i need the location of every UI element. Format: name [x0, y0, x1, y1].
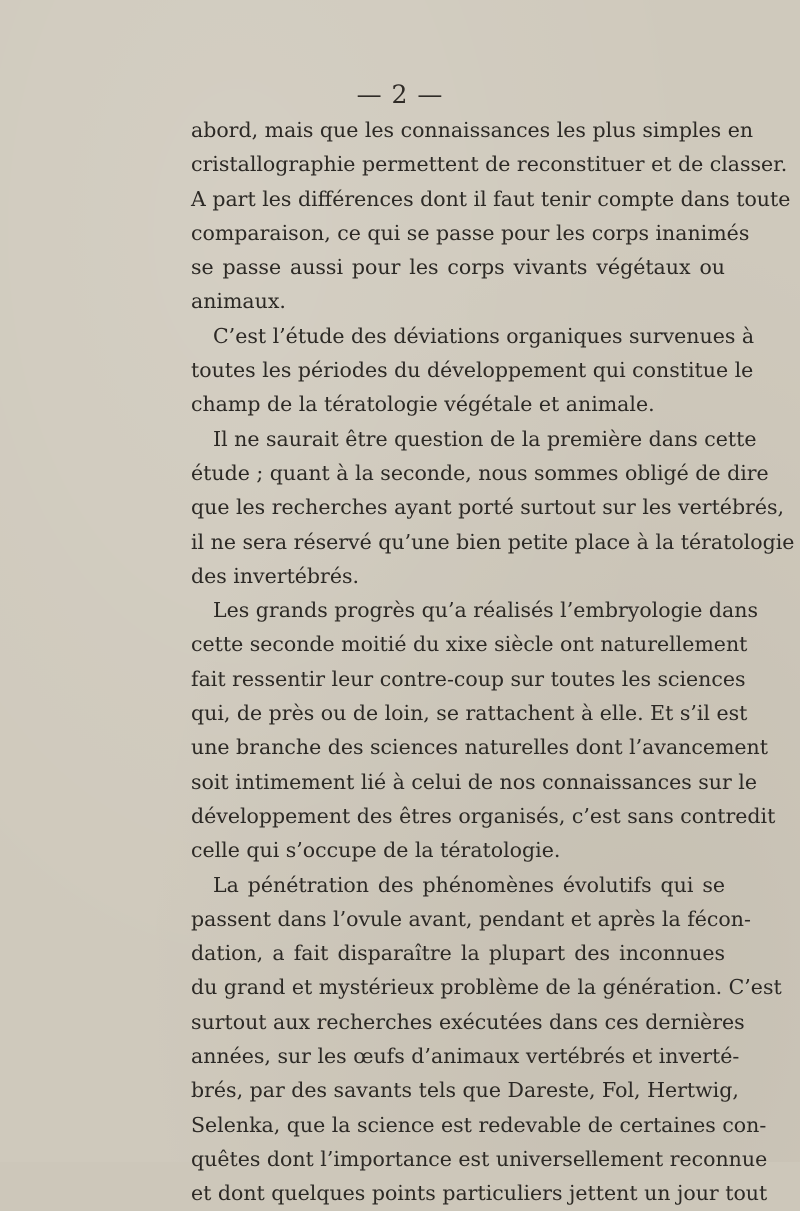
text-line: comparaison, ce qui se passe pour les corps inanimés [191, 220, 750, 245]
text-line: et dont quelques points particuliers jettent un jour tout [191, 1181, 768, 1206]
text-line: une branche des sciences naturelles dont l’avancement [191, 735, 768, 760]
text-line: dation, a fait disparaître la plupart des inconnues [191, 941, 725, 966]
text-line: soit intimement lié à celui de nos connaissances sur le [191, 769, 757, 794]
text-line: développement des êtres organisés, c’est sans contredit [191, 803, 776, 828]
text-line: qui, de près ou de loin, se rattachent à elle. Et s’il est [191, 701, 748, 726]
text-line: A part les différences dont il faut tenir compte dans toute [191, 186, 791, 211]
text-line: celle qui s’occupe de la tératologie. [191, 838, 561, 863]
text-line: fait ressentir leur contre-coup sur toutes les sciences [191, 666, 746, 691]
text-line: des invertébrés. [191, 563, 360, 588]
text-line: se passe aussi pour les corps vivants végétaux ou [191, 255, 725, 280]
text-line: champ de la tératologie végétale et animale. [191, 392, 655, 417]
text-line: Les grands progrès qu’a réalisés l’embryologie dans [213, 598, 758, 623]
text-line: cristallographie permettent de reconstituer et de classer. [191, 152, 788, 177]
text-line: surtout aux recherches exécutées dans ces dernières [191, 1009, 745, 1034]
text-line: du grand et mystérieux problème de la génération. C’est [191, 975, 782, 1000]
text-line: abord, mais que les connaissances les plus simples en [191, 118, 754, 142]
text-line: cette seconde moitié du xixe siècle ont naturellement [191, 632, 748, 657]
text-line: passent dans l’ovule avant, pendant et après la fécon- [191, 906, 751, 931]
page-number: — 2 — [356, 80, 444, 109]
text-line: Il ne saurait être question de la première dans cette [213, 426, 757, 451]
text-line: animaux. [191, 289, 286, 314]
body-text [191, 113, 795, 1211]
text-line: Selenka, que la science est redevable de certaines con- [191, 1112, 767, 1137]
text-line: quêtes dont l’importance est universellement reconnue [191, 1146, 768, 1171]
text-line: il ne sera réservé qu’une bien petite place à la tératologie [191, 529, 795, 554]
text-line: La pénétration des phénomènes évolutifs qui se [213, 872, 725, 897]
text-line: que les recherches ayant porté surtout sur les vertébrés, [191, 495, 785, 520]
text-line: étude ; quant à la seconde, nous sommes obligé de dire [191, 460, 769, 485]
text-line: brés, par des savants tels que Dareste, Fol, Hertwig, [191, 1078, 739, 1103]
text-line: années, sur les œufs d’animaux vertébrés et inverté- [191, 1044, 740, 1069]
text-line: C’est l’étude des déviations organiques survenues à [213, 323, 755, 348]
text-line: toutes les périodes du développement qui constitue le [191, 358, 754, 383]
